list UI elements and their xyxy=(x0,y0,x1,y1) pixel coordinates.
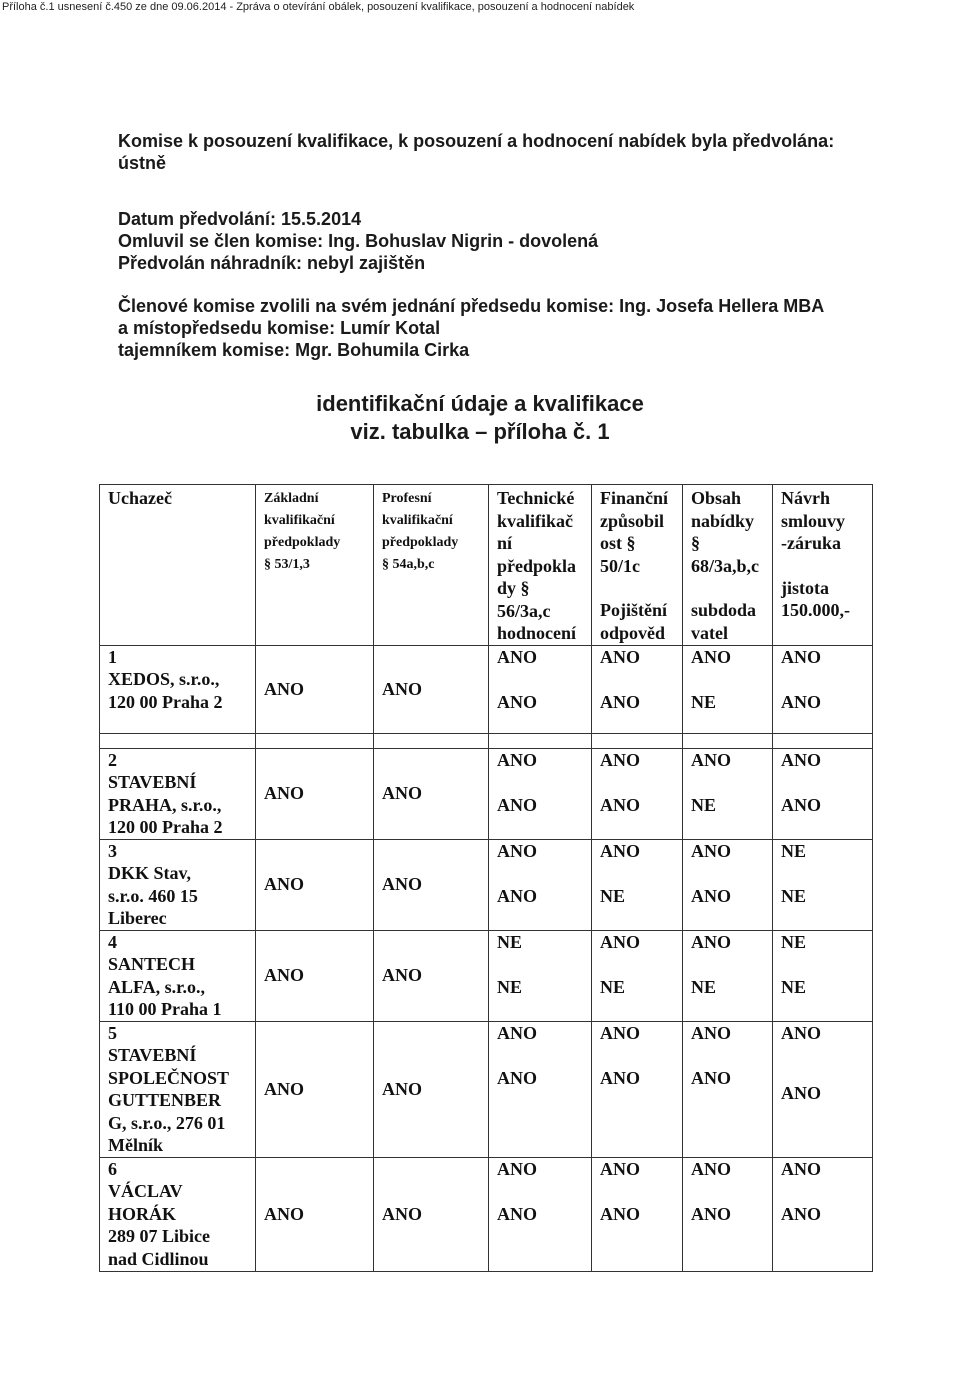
row-name xyxy=(100,1157,256,1271)
row-name-line: 1 xyxy=(108,646,117,667)
row-technicke-value-1: ANO xyxy=(497,749,537,770)
gap-cell xyxy=(773,733,873,748)
row-navrh xyxy=(773,748,873,839)
row-name xyxy=(100,1021,256,1157)
row-name-line: 4 xyxy=(108,931,117,952)
header-navrh xyxy=(773,485,873,646)
row-navrh-value-1: ANO xyxy=(781,1158,821,1179)
header-zakladni-line: kvalifikační xyxy=(264,513,335,528)
row-obsah-value-2: NE xyxy=(691,691,717,712)
gap-cell xyxy=(100,733,256,748)
header-profesni xyxy=(374,485,489,646)
row-name xyxy=(100,839,256,930)
row-obsah-value-2: ANO xyxy=(691,1067,731,1088)
row-technicke-value-2: ANO xyxy=(497,1067,537,1088)
header-technicke-line: Technické xyxy=(497,488,575,508)
header-obsah-line: subdoda xyxy=(691,600,757,620)
header-navrh-line xyxy=(781,555,872,577)
row-navrh xyxy=(773,1157,873,1271)
intro-block xyxy=(118,130,878,361)
row-name xyxy=(100,930,256,1021)
omluvil-clen: Omluvil se člen komise: Ing. Bohuslav Nigrin - dovolená xyxy=(118,231,599,251)
row-technicke xyxy=(489,930,592,1021)
table-row xyxy=(100,645,873,733)
header-technicke-line: dy § xyxy=(497,578,530,598)
row-zakladni: ANO xyxy=(256,645,374,733)
row-name-line: ALFA, s.r.o., xyxy=(108,976,206,997)
row-financni xyxy=(592,930,683,1021)
row-obsah xyxy=(683,1157,773,1271)
table-row xyxy=(100,839,873,930)
row-financni xyxy=(592,839,683,930)
row-name-line: Mělník xyxy=(108,1135,164,1155)
row-financni-value-2: ANO xyxy=(600,1067,640,1088)
header-navrh-line: smlouvy xyxy=(781,510,846,531)
row-financni-value-2: ANO xyxy=(600,1203,640,1224)
row-name-line: XEDOS, s.r.o., xyxy=(108,669,220,689)
row-profesni: ANO xyxy=(374,1021,489,1157)
row-obsah-value-1: ANO xyxy=(691,1158,731,1179)
table-row xyxy=(100,748,873,839)
header-obsah-line: Obsah xyxy=(691,488,742,508)
row-obsah-value-1: ANO xyxy=(691,1022,731,1043)
row-name-line: G, s.r.o., 276 01 xyxy=(108,1112,226,1133)
row-financni-value-2: ANO xyxy=(600,691,640,712)
header-profesni-line: kvalifikační xyxy=(382,513,453,528)
header-obsah-line: vatel xyxy=(691,622,728,643)
row-obsah-value-1: ANO xyxy=(691,931,731,952)
row-financni-value-1: ANO xyxy=(600,749,640,770)
header-technicke-line: ní xyxy=(497,533,513,553)
row-financni-value-1: ANO xyxy=(600,931,640,952)
row-name-line: 289 07 Libice xyxy=(108,1226,210,1246)
row-name-line: 5 xyxy=(108,1022,117,1043)
row-financni-value-2: NE xyxy=(600,976,626,997)
row-name-line: STAVEBNÍ xyxy=(108,1045,197,1065)
header-navrh-line: jistota xyxy=(781,577,829,598)
row-profesni: ANO xyxy=(374,839,489,930)
row-technicke xyxy=(489,839,592,930)
row-financni-value-2: NE xyxy=(600,885,626,906)
row-profesni: ANO xyxy=(374,1157,489,1271)
row-technicke-value-2: ANO xyxy=(497,1203,537,1224)
row-name-line: 6 xyxy=(108,1158,117,1179)
row-name-line: 110 00 Praha 1 xyxy=(108,999,222,1019)
header-technicke-line: předpokla xyxy=(497,555,577,576)
row-financni xyxy=(592,1021,683,1157)
row-name-line: SPOLEČNOST xyxy=(108,1067,230,1088)
row-financni-value-1: ANO xyxy=(600,840,640,861)
table-gap-row xyxy=(100,733,873,748)
row-technicke-value-1: ANO xyxy=(497,1158,537,1179)
row-name-line: 2 xyxy=(108,749,117,770)
row-financni-value-1: ANO xyxy=(600,646,640,667)
row-obsah-value-2: ANO xyxy=(691,885,731,906)
row-navrh-value-2: ANO xyxy=(781,691,821,712)
row-name-line: GUTTENBER xyxy=(108,1090,222,1110)
table-header-row xyxy=(100,485,873,646)
row-zakladni: ANO xyxy=(256,839,374,930)
row-profesni: ANO xyxy=(374,930,489,1021)
header-technicke-line: 56/3a,c xyxy=(497,600,551,621)
header-navrh-line: 150.000,- xyxy=(781,600,850,620)
header-financni-line xyxy=(600,577,682,599)
row-navrh-value-2: ANO xyxy=(781,1203,821,1224)
row-navrh-value-1: NE xyxy=(781,931,807,952)
header-financni xyxy=(592,485,683,646)
row-profesni: ANO xyxy=(374,645,489,733)
row-financni xyxy=(592,645,683,733)
row-name-line: 120 00 Praha 2 xyxy=(108,691,223,712)
header-obsah-line: 68/3a,b,c xyxy=(691,555,760,576)
header-technicke xyxy=(489,485,592,646)
header-uchazec: Uchazeč xyxy=(100,485,256,646)
row-name-line: PRAHA, s.r.o., xyxy=(108,794,222,815)
row-technicke-value-2: ANO xyxy=(497,885,537,906)
row-name-line: 3 xyxy=(108,840,117,861)
section-title: identifikační údaje a kvalifikace xyxy=(316,391,644,416)
header-zakladni-line: § 53/1,3 xyxy=(264,557,310,572)
row-zakladni: ANO xyxy=(256,1157,374,1271)
row-navrh-value-1: ANO xyxy=(781,646,821,667)
tajemnik: tajemníkem komise: Mgr. Bohumila Cirka xyxy=(118,340,470,360)
row-navrh xyxy=(773,839,873,930)
row-navrh-value-2: ANO xyxy=(781,1082,821,1103)
gap-cell xyxy=(592,733,683,748)
header-financni-line: odpověd xyxy=(600,622,666,643)
header-zakladni-line: předpoklady xyxy=(264,535,341,550)
row-financni-value-2: ANO xyxy=(600,794,640,815)
row-name xyxy=(100,645,256,733)
header-technicke-line: kvalifikač xyxy=(497,510,574,531)
mistopredseda: a místopředsedu komise: Lumír Kotal xyxy=(118,318,441,338)
row-name-line: nad Cidlinou xyxy=(108,1248,209,1269)
row-name-line: STAVEBNÍ xyxy=(108,772,197,792)
header-financni-line: Finanční xyxy=(600,488,669,508)
header-obsah-line: § xyxy=(691,533,700,553)
row-name-line: s.r.o. 460 15 xyxy=(108,885,198,906)
row-obsah-value-1: ANO xyxy=(691,749,731,770)
row-technicke xyxy=(489,1157,592,1271)
row-obsah-value-1: ANO xyxy=(691,646,731,667)
header-navrh-line: -záruka xyxy=(781,533,841,553)
row-name-line: Liberec xyxy=(108,908,167,928)
header-navrh-line: Návrh xyxy=(781,488,830,508)
row-technicke-value-1: ANO xyxy=(497,646,537,667)
row-obsah xyxy=(683,645,773,733)
row-financni xyxy=(592,748,683,839)
intro-line-1: Komise k posouzení kvalifikace, k posouzení a hodnocení nabídek byla předvolána: xyxy=(118,131,835,151)
row-technicke-value-2: ANO xyxy=(497,691,537,712)
row-name-line: HORÁK xyxy=(108,1203,177,1224)
row-navrh xyxy=(773,930,873,1021)
row-technicke-value-2: NE xyxy=(497,976,523,997)
header-financni-line: 50/1c xyxy=(600,555,640,576)
clenove-komise: Členové komise zvolili na svém jednání předsedu komise: Ing. Josefa Hellera MBA xyxy=(118,296,825,316)
row-zakladni: ANO xyxy=(256,930,374,1021)
row-obsah-value-1: ANO xyxy=(691,840,731,861)
header-profesni-line: Profesní xyxy=(382,491,432,506)
header-profesni-line: § 54a,b,c xyxy=(382,557,435,572)
row-navrh-value-2: ANO xyxy=(781,794,821,815)
table-row xyxy=(100,930,873,1021)
intro-line-2: ústně xyxy=(118,153,167,173)
row-obsah-value-2: NE xyxy=(691,794,717,815)
row-technicke-value-1: ANO xyxy=(497,840,537,861)
row-obsah xyxy=(683,748,773,839)
row-technicke-value-1: ANO xyxy=(497,1022,537,1043)
row-navrh xyxy=(773,645,873,733)
row-navrh xyxy=(773,1021,873,1157)
gap-cell xyxy=(374,733,489,748)
header-financni-line: způsobil xyxy=(600,510,665,531)
row-technicke xyxy=(489,1021,592,1157)
header-profesni-line: předpoklady xyxy=(382,535,459,550)
row-financni xyxy=(592,1157,683,1271)
row-name-line: VÁCLAV xyxy=(108,1181,183,1201)
running-header: Příloha č.1 usnesení č.450 ze dne 09.06.2014 - Zpráva o otevírání obálek, posouzení kvalifikace, posouzení a hodnocení nabídek xyxy=(2,1,635,13)
row-technicke xyxy=(489,645,592,733)
row-technicke xyxy=(489,748,592,839)
row-navrh-value-1: ANO xyxy=(781,1022,821,1043)
section-heading xyxy=(280,390,680,446)
row-financni-value-1: ANO xyxy=(600,1022,640,1043)
row-technicke-value-1: NE xyxy=(497,931,523,952)
gap-cell xyxy=(489,733,592,748)
row-navrh-value-2: NE xyxy=(781,885,807,906)
section-subtitle: viz. tabulka – příloha č. 1 xyxy=(350,419,610,444)
row-name-line: SANTECH xyxy=(108,954,196,974)
row-obsah-value-2: ANO xyxy=(691,1203,731,1224)
datum-predvolani: Datum předvolání: 15.5.2014 xyxy=(118,209,362,229)
table-row xyxy=(100,1021,873,1157)
header-zakladni-line: Základní xyxy=(264,491,319,506)
row-technicke-value-2: ANO xyxy=(497,794,537,815)
header-technicke-line: hodnocení xyxy=(497,623,577,643)
header-obsah-line: nabídky xyxy=(691,510,755,531)
row-navrh-value-2: NE xyxy=(781,976,807,997)
row-zakladni: ANO xyxy=(256,748,374,839)
gap-cell xyxy=(683,733,773,748)
row-obsah-value-2: NE xyxy=(691,976,717,997)
row-financni-value-1: ANO xyxy=(600,1158,640,1179)
header-financni-line: Pojištění xyxy=(600,600,667,620)
predvolan-nahradnik: Předvolán náhradník: nebyl zajištěn xyxy=(118,253,426,273)
qualification-table xyxy=(99,484,873,1272)
header-obsah xyxy=(683,485,773,646)
header-obsah-line xyxy=(691,577,772,599)
header-financni-line: ost § xyxy=(600,533,636,553)
row-obsah xyxy=(683,930,773,1021)
row-name-line: 120 00 Praha 2 xyxy=(108,817,223,837)
row-obsah xyxy=(683,1021,773,1157)
row-profesni: ANO xyxy=(374,748,489,839)
row-name-line: DKK Stav, xyxy=(108,863,192,883)
row-navrh-value-1: ANO xyxy=(781,749,821,770)
row-navrh-value-1: NE xyxy=(781,840,807,861)
table-row xyxy=(100,1157,873,1271)
row-name xyxy=(100,748,256,839)
row-obsah xyxy=(683,839,773,930)
gap-cell xyxy=(256,733,374,748)
header-zakladni xyxy=(256,485,374,646)
row-zakladni: ANO xyxy=(256,1021,374,1157)
